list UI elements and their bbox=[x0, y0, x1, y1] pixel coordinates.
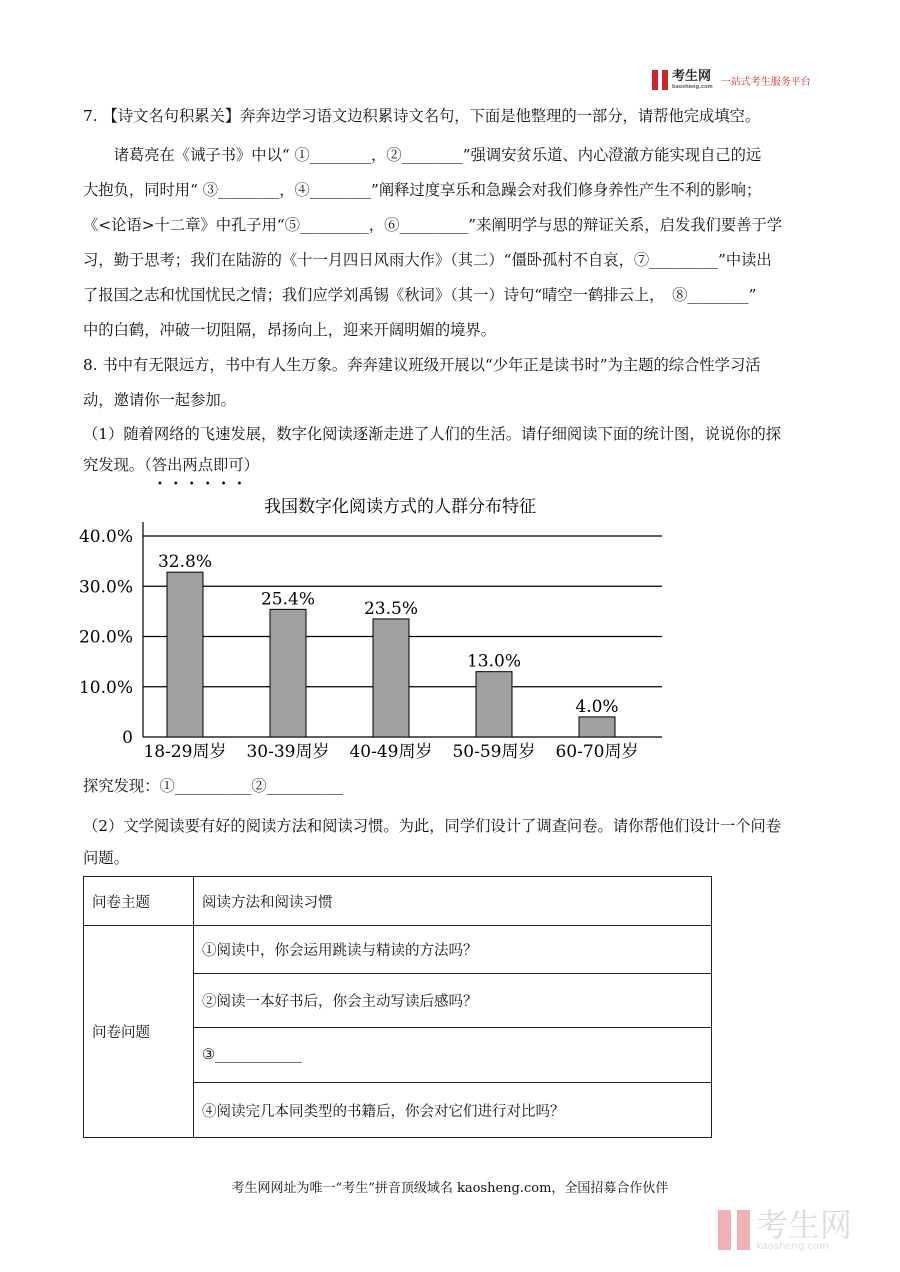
q7-line: 大抱负，同时用“ ③________，④________”阐释过度享乐和急躁会对我们修身养性产生不利的影响； bbox=[83, 181, 762, 199]
part2-line: 问题。 bbox=[83, 849, 129, 867]
question-1: ①阅读中，你会运用跳读与精读的方法吗？ bbox=[194, 926, 712, 974]
logo-name: 考生网 bbox=[672, 69, 712, 84]
finding-line: 探究发现：①__________②__________ bbox=[83, 777, 344, 795]
data-label: 23.5% bbox=[363, 598, 419, 619]
bar bbox=[167, 572, 203, 737]
x-tick-label: 50-59周岁 bbox=[452, 742, 536, 762]
bar-chart bbox=[60, 490, 680, 770]
bar bbox=[476, 672, 512, 737]
q7-line: 习，勤于思考；我们在陆游的《十一月四日风雨大作》（其二）“僵卧孤村不自哀，⑦_________”中读出 bbox=[83, 251, 772, 269]
logo-slogan: 一站式考生服务平台 bbox=[720, 76, 811, 88]
question-4: ④阅读完几本同类型的书籍后，你会对它们进行对比吗？ bbox=[194, 1083, 712, 1138]
y-tick-label: 30.0% bbox=[78, 577, 133, 598]
x-tick-label: 30-39周岁 bbox=[246, 742, 330, 762]
q8-line: 8. 书中有无限远方，书中有人生万象。奔奔建议班级开展以“少年正是读书时”为主题的综合性学习活 bbox=[83, 356, 761, 374]
y-tick-label: 20.0% bbox=[78, 627, 133, 648]
q8-line: （1）随着网络的飞速发展，数字化阅读逐渐走进了人们的生活。请仔细阅读下面的统计图，说说你的探 bbox=[83, 425, 782, 443]
watermark-name: 考生网 bbox=[756, 1206, 853, 1244]
chart-title: 我国数字化阅读方式的人群分布特征 bbox=[264, 497, 536, 517]
emphasis-dots: •••••• bbox=[157, 479, 253, 490]
question-2: ②阅读一本好书后，你会主动写读后感吗？ bbox=[194, 974, 712, 1028]
q7-line: 了报国之志和忧国忧民之情；我们应学刘禹锡《秋词》（其一）诗句“晴空一鹤排云上， ⑧________” bbox=[83, 286, 757, 304]
x-tick-label: 40-49周岁 bbox=[349, 742, 433, 762]
question-3-blank[interactable]: ③____________ bbox=[194, 1028, 712, 1083]
q8-line: 动，邀请你一起参加。 bbox=[83, 391, 236, 409]
q7-line: 中的白鹤，冲破一切阻隔，昂扬向上，迎来开阔明媚的境界。 bbox=[83, 321, 497, 339]
y-tick-label: 0 bbox=[122, 728, 133, 748]
data-label: 13.0% bbox=[466, 651, 522, 672]
q7-line: 诸葛亮在《诫子书》中以“ ①________，②________”强调安贫乐道、内心澄澈方能实现自己的远 bbox=[83, 146, 762, 164]
bar bbox=[579, 717, 615, 737]
part2-line: （2）文学阅读要有好的阅读方法和阅读习惯。为此，同学们设计了调查问卷。请你帮他们设计一个问卷 bbox=[83, 817, 782, 835]
survey-table bbox=[83, 876, 712, 1138]
y-tick-label: 10.0% bbox=[78, 677, 133, 698]
topic-value: 阅读方法和阅读习惯 bbox=[194, 877, 712, 926]
logo-domain: kaosheng.com bbox=[672, 84, 713, 90]
data-label: 25.4% bbox=[260, 589, 316, 610]
q7-line: 《<论语>十二章》中孔子用“⑤_________，⑥_________”来阐明学与思的辩证关系，启发我们要善于学 bbox=[83, 216, 783, 234]
x-tick-label: 60-70周岁 bbox=[555, 742, 639, 762]
data-label: 32.8% bbox=[157, 552, 213, 573]
logo-mark-icon bbox=[652, 70, 668, 90]
q8-line: 究发现。（答出两点即可） bbox=[83, 456, 259, 474]
data-label: 4.0% bbox=[575, 696, 619, 717]
topic-label: 问卷主题 bbox=[84, 877, 194, 926]
watermark-domain: kaosheng.com bbox=[756, 1241, 829, 1252]
watermark bbox=[718, 1208, 852, 1252]
bar bbox=[270, 609, 306, 737]
kaosheng-logo bbox=[652, 70, 811, 90]
footer-text: 考生网网址为唯一“考生”拼音顶级域名 kaosheng.com，全国招募合作伙伴 bbox=[231, 1181, 669, 1196]
q7-line: 7. 【诗文名句积累关】奔奔边学习语文边积累诗文名句，下面是他整理的一部分，请帮他完成填空。 bbox=[83, 107, 761, 125]
questions-label: 问卷问题 bbox=[84, 926, 194, 1138]
y-tick-label: 40.0% bbox=[78, 527, 133, 547]
x-tick-label: 18-29周岁 bbox=[143, 742, 227, 762]
bar bbox=[373, 619, 409, 737]
watermark-logo-icon bbox=[718, 1210, 750, 1250]
